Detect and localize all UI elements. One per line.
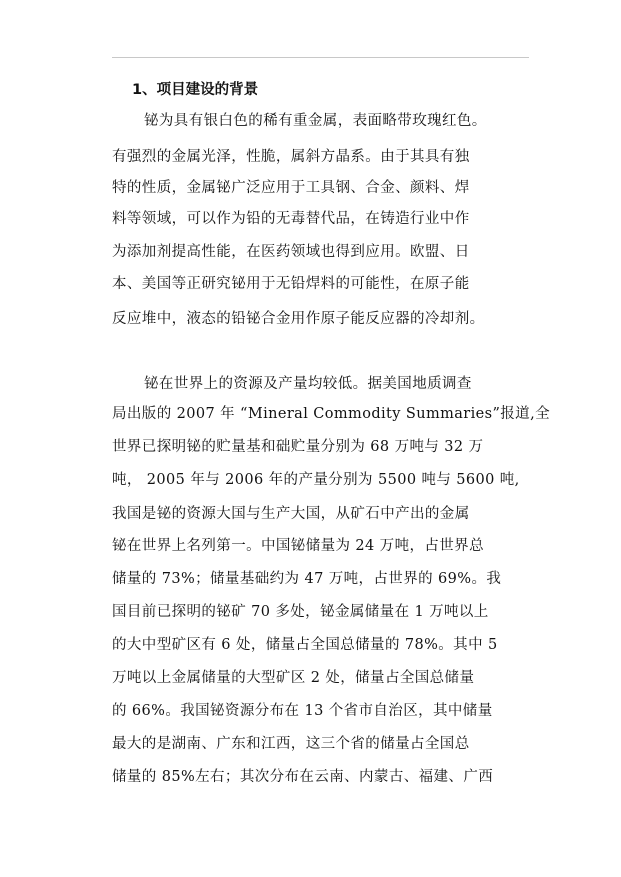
paragraph-line: 反应堆中，液态的铅铋合金用作原子能反应器的冷却剂。 <box>112 311 485 327</box>
paragraph-line: 最大的是湖南、广东和江西，这三个省的储量占全国总 <box>112 736 470 752</box>
paragraph-line: 局出版的 2007 年 “Mineral Commodity Summaries”报道,全 <box>112 406 550 422</box>
paragraph-line: 吨， 2005 年与 2006 年的产量分别为 5500 吨与 5600 吨, <box>112 472 520 488</box>
paragraph-line: 我国是铋的资源大国与生产大国，从矿石中产出的金属 <box>112 506 470 522</box>
paragraph-line: 铋在世界上名列第一。中国铋储量为 24 万吨，占世界总 <box>112 538 484 554</box>
paragraph-line: 铋为具有银白色的稀有重金属，表面略带玫瑰红色。 <box>144 113 487 129</box>
paragraph-line: 国目前已探明的铋矿 70 多处，铋金属储量在 1 万吨以上 <box>112 604 489 620</box>
paragraph-line: 万吨以上金属储量的大型矿区 2 处，储量占全国总储量 <box>112 670 475 686</box>
paragraph-line: 铋在世界上的资源及产量均较低。据美国地质调查 <box>144 376 472 392</box>
section-title: 1、项目建设的背景 <box>132 82 259 98</box>
paragraph-line: 的 66%。我国铋资源分布在 13 个省市自治区，其中储量 <box>112 703 493 719</box>
paragraph-line: 储量的 73%；储量基础约为 47 万吨，占世界的 69%。我 <box>112 571 502 587</box>
paragraph-line: 的大中型矿区有 6 处，储量占全国总储量的 78%。其中 5 <box>112 637 498 653</box>
paragraph-line: 有强烈的金属光泽，性脆，属斜方晶系。由于其具有独 <box>112 149 470 165</box>
paragraph-line: 世界已探明铋的贮量基和础贮量分别为 68 万吨与 32 万 <box>112 439 484 455</box>
paragraph-line: 特的性质，金属铋广泛应用于工具钢、合金、颜料、焊 <box>112 180 470 196</box>
paragraph-line: 料等领域，可以作为铅的无毒替代品，在铸造行业中作 <box>112 211 470 227</box>
page-header-rule <box>112 57 529 58</box>
paragraph-line: 本、美国等正研究铋用于无铅焊料的可能性，在原子能 <box>112 276 470 292</box>
paragraph-line: 储量的 85%左右；其次分布在云南、内蒙古、福建、广西 <box>112 769 494 785</box>
paragraph-line: 为添加剂提高性能，在医药领域也得到应用。欧盟、日 <box>112 244 470 260</box>
